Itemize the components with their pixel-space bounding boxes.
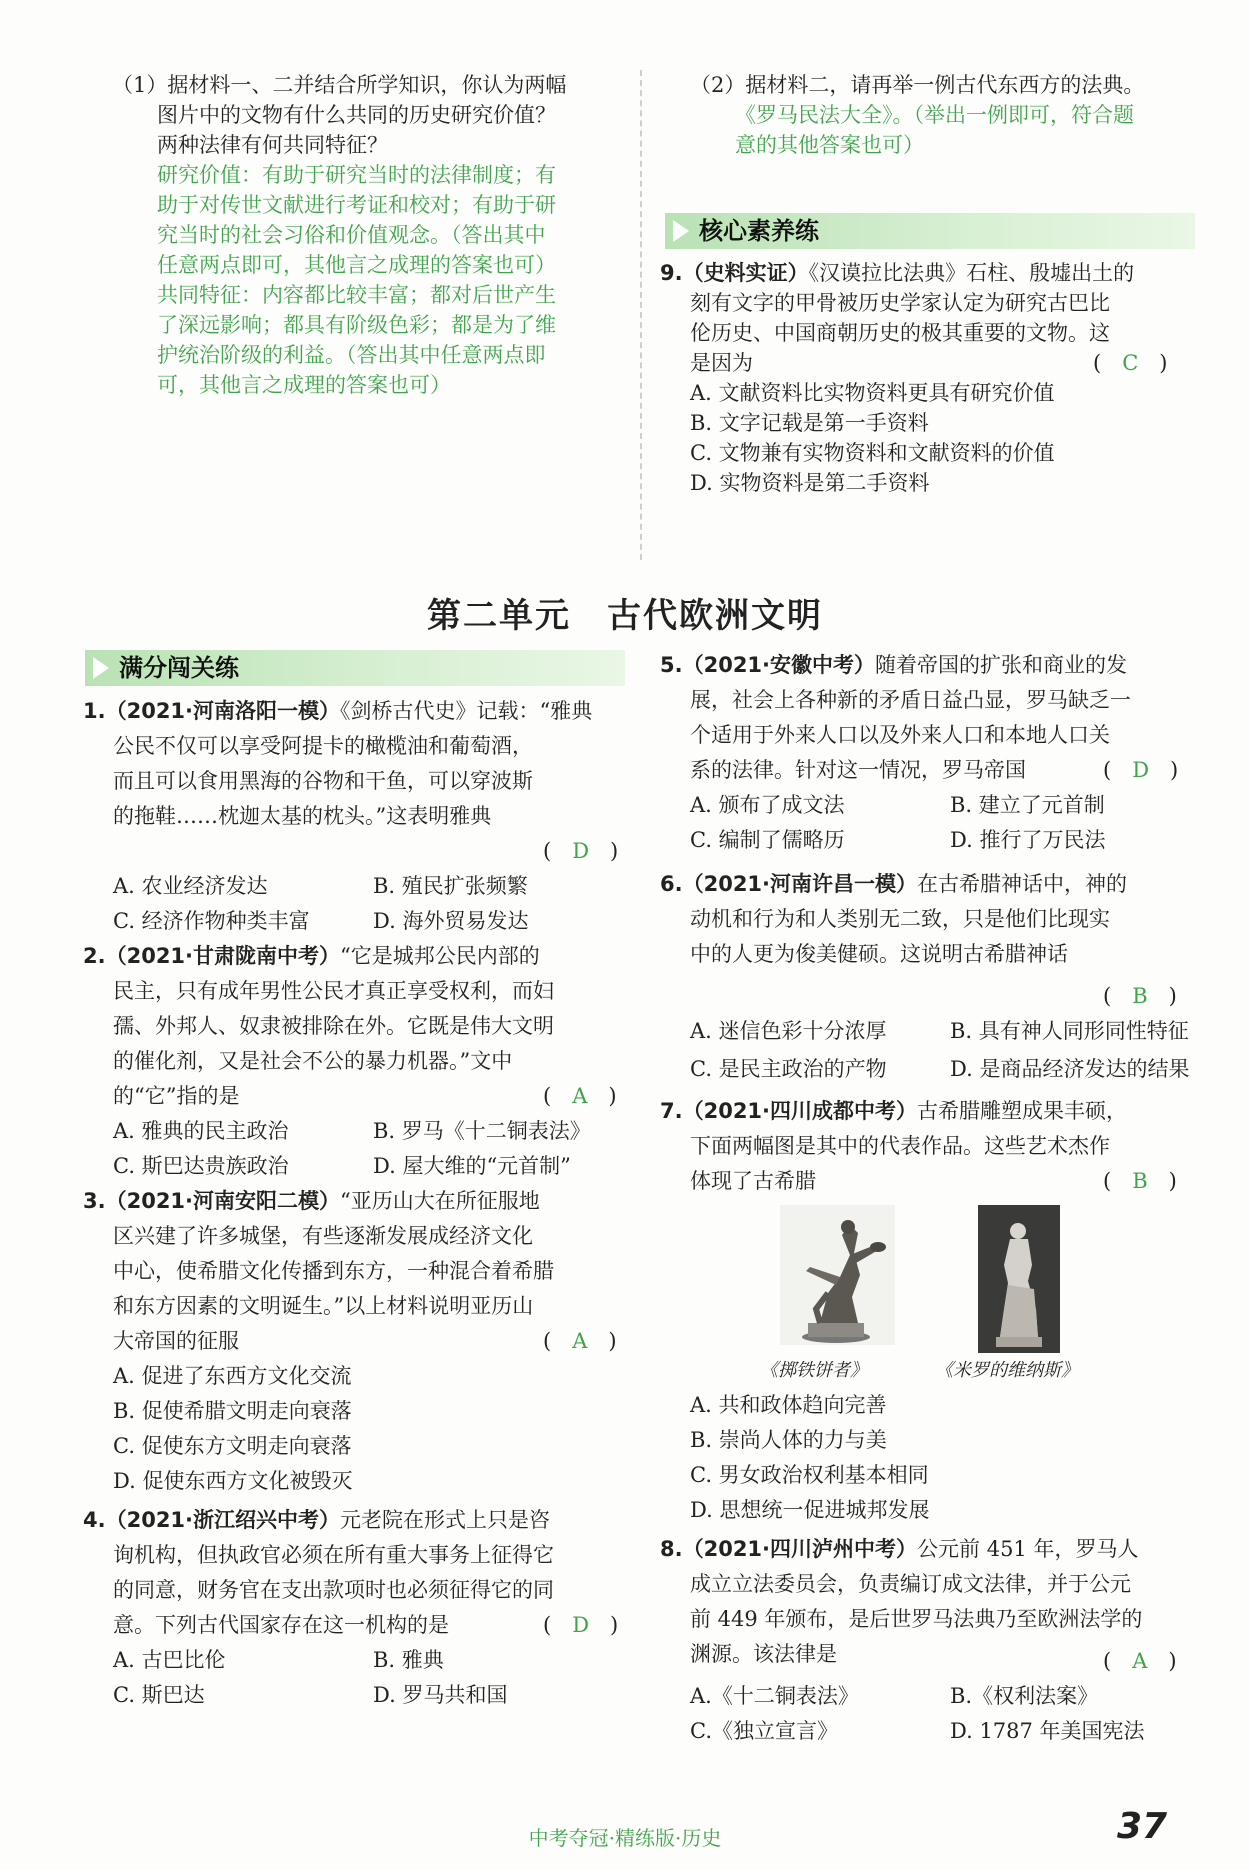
q1-tag: （2021·河南洛阳一模） bbox=[105, 699, 341, 723]
column-divider bbox=[640, 70, 642, 560]
option: D. 屋大维的“元首制” bbox=[373, 1154, 571, 1178]
q5-line: 个适用于外来人口以及外来人口和本地人口关 bbox=[690, 723, 1110, 747]
q6-answer: B bbox=[1132, 984, 1148, 1008]
q4-text: 元老院在形式上只是咨 bbox=[340, 1508, 551, 1532]
option: C. 编制了儒略历 bbox=[690, 828, 845, 852]
option: D. 思想统一促进城邦发展 bbox=[690, 1498, 930, 1522]
option: B. 崇尚人体的力与美 bbox=[690, 1428, 887, 1452]
q3-line: 区兴建了许多城堡，有些逐渐发展成经济文化 bbox=[113, 1224, 533, 1248]
option: B. 殖民扩张频繁 bbox=[373, 874, 528, 898]
q5-line: 系的法律。针对这一情况，罗马帝国 bbox=[690, 758, 1026, 782]
caption-discobolus: 《掷铁饼者》 bbox=[760, 1360, 868, 1381]
option: D. 实物资料是第二手资料 bbox=[690, 471, 930, 495]
option: B. 文字记载是第一手资料 bbox=[690, 411, 929, 435]
q3-line: 中心，使希腊文化传播到东方，一种混合着希腊 bbox=[113, 1259, 554, 1283]
answer-bracket: ( A ) bbox=[543, 1329, 617, 1353]
q9-tag: （史料实证） bbox=[682, 261, 809, 285]
q6-number: 6. bbox=[660, 872, 683, 896]
q8-line: 渊源。该法律是 bbox=[690, 1642, 837, 1666]
q9-first-line bbox=[660, 258, 1134, 288]
q8-answer: A bbox=[1132, 1649, 1148, 1673]
q7-first-line bbox=[660, 1096, 1127, 1126]
answer-bracket: ( A ) bbox=[543, 1084, 617, 1108]
q2-text: “它是城邦公民内部的 bbox=[340, 944, 540, 968]
answer-line: 护统治阶级的利益。（答出其中任意两点即 bbox=[157, 343, 546, 367]
q2-line: 的催化剂，又是社会不公的暴力机器。”文中 bbox=[113, 1049, 513, 1073]
option: B. 具有神人同形同性特征 bbox=[950, 1019, 1189, 1043]
answer-bracket: ( B ) bbox=[1103, 984, 1177, 1008]
answer-line: 意的其他答案也可） bbox=[735, 133, 924, 157]
q1-first-line bbox=[83, 696, 592, 726]
answer-line: 《罗马民法大全》。（举出一例即可，符合题 bbox=[735, 103, 1134, 127]
option: D. 是商品经济发达的结果 bbox=[950, 1057, 1190, 1081]
option: A. 雅典的民主政治 bbox=[113, 1119, 289, 1143]
q8-first-line bbox=[660, 1534, 1138, 1564]
option: A. 文献资料比实物资料更具有研究价值 bbox=[690, 381, 1055, 405]
option: C. 斯巴达 bbox=[113, 1683, 205, 1707]
answer-line: 共同特征：内容都比较丰富；都对后世产生 bbox=[157, 283, 556, 307]
option: C. 斯巴达贵族政治 bbox=[113, 1154, 289, 1178]
q8-line: 成立立法委员会，负责编订成文法律，并于公元 bbox=[690, 1572, 1131, 1596]
q9-line: 是因为 bbox=[690, 351, 753, 375]
answer-bracket: ( C ) bbox=[1093, 351, 1168, 375]
answer-line: 研究价值：有助于研究当时的法律制度；有 bbox=[157, 163, 556, 187]
q9-answer: C bbox=[1122, 351, 1139, 375]
option: D. 海外贸易发达 bbox=[373, 909, 529, 933]
option: B. 罗马《十二铜表法》 bbox=[373, 1119, 591, 1143]
option: D. 推行了万民法 bbox=[950, 828, 1106, 852]
section-banner-full-score bbox=[85, 650, 625, 686]
q1-number: 1. bbox=[83, 699, 106, 723]
answer-bracket: ( D ) bbox=[1103, 758, 1179, 782]
option: B. 雅典 bbox=[373, 1648, 444, 1672]
q8-tag: （2021·四川泸州中考） bbox=[682, 1537, 918, 1561]
option: C. 经济作物种类丰富 bbox=[113, 909, 310, 933]
caption-venus: 《米罗的维纳斯》 bbox=[935, 1360, 1079, 1381]
section-banner-core bbox=[665, 213, 1195, 249]
q-text-line: 两种法律有何共同特征？ bbox=[157, 133, 388, 157]
q2-line: 孺、外邦人、奴隶被排除在外。它既是伟大文明 bbox=[113, 1014, 554, 1038]
q1-text: 《剑桥古代史》记载：“雅典 bbox=[340, 699, 593, 723]
q8-text: 公元前 451 年，罗马人 bbox=[917, 1537, 1139, 1561]
option: A. 共和政体趋向完善 bbox=[690, 1393, 887, 1417]
footer: 中考夺冠·精练版·历史 bbox=[528, 1826, 722, 1850]
option: A. 古巴比伦 bbox=[113, 1648, 226, 1672]
answer-line: 助于对传世文献进行考证和校对；有助于研 bbox=[157, 193, 556, 217]
q5-tag: （2021·安徽中考） bbox=[682, 653, 876, 677]
option: B.《权利法案》 bbox=[950, 1684, 1099, 1708]
option: A. 颁布了成文法 bbox=[690, 793, 845, 817]
q2-tag: （2021·甘肃陇南中考） bbox=[105, 944, 341, 968]
q7-answer: B bbox=[1132, 1169, 1148, 1193]
q3-line: 和东方因素的文明诞生。”以上材料说明亚历山 bbox=[113, 1294, 534, 1318]
option: A. 农业经济发达 bbox=[113, 874, 268, 898]
option: C.《独立宣言》 bbox=[690, 1719, 838, 1743]
q5-number: 5. bbox=[660, 653, 683, 677]
q-text-line: 图片中的文物有什么共同的历史研究价值？ bbox=[157, 103, 556, 127]
q5-text: 随着帝国的扩张和商业的发 bbox=[875, 653, 1128, 677]
q7-text: 古希腊雕塑成果丰硕， bbox=[917, 1099, 1128, 1123]
option: D. 促使东西方文化被毁灭 bbox=[113, 1469, 353, 1493]
option: A. 促进了东西方文化交流 bbox=[113, 1364, 352, 1388]
q2-line: 的“它”指的是 bbox=[113, 1084, 240, 1108]
banner-label: 核心素养练 bbox=[699, 217, 819, 245]
q4-answer: D bbox=[572, 1613, 590, 1637]
q1-line: 的拖鞋……枕迦太基的枕头。”这表明雅典 bbox=[113, 804, 492, 828]
q7-tag: （2021·四川成都中考） bbox=[682, 1099, 918, 1123]
q4-line: 的同意，财务官在支出款项时也必须征得它的同 bbox=[113, 1578, 554, 1602]
answer-bracket: ( B ) bbox=[1103, 1169, 1177, 1193]
play-arrow-icon bbox=[93, 657, 109, 679]
answer-line: 了深远影响；都具有阶级色彩；都是为了维 bbox=[157, 313, 556, 337]
banner-label: 满分闯关练 bbox=[119, 654, 239, 682]
q7-number: 7. bbox=[660, 1099, 683, 1123]
option: B. 建立了元首制 bbox=[950, 793, 1105, 817]
option: A.《十二铜表法》 bbox=[690, 1684, 859, 1708]
option: D. 1787 年美国宪法 bbox=[950, 1719, 1145, 1743]
q3-answer: A bbox=[572, 1329, 588, 1353]
play-arrow-icon bbox=[673, 220, 689, 242]
q6-line: 动机和行为和人类别无二致，只是他们比现实 bbox=[690, 907, 1110, 931]
q6-line: 中的人更为俊美健硕。这说明古希腊神话 bbox=[690, 942, 1068, 966]
q5-first-line bbox=[660, 650, 1127, 680]
q4-number: 4. bbox=[83, 1508, 106, 1532]
q3-first-line bbox=[83, 1186, 540, 1216]
q4-tag: （2021·浙江绍兴中考） bbox=[105, 1508, 341, 1532]
q4-line: 意。下列古代国家存在这一机构的是 bbox=[113, 1613, 449, 1637]
q2-answer: A bbox=[572, 1084, 588, 1108]
q1-line: 公民不仅可以享受阿提卡的橄榄油和葡萄酒， bbox=[113, 734, 533, 758]
option: D. 罗马共和国 bbox=[373, 1683, 508, 1707]
q9-text: 《汉谟拉比法典》石柱、殷墟出土的 bbox=[808, 261, 1135, 285]
option: C. 男女政治权利基本相同 bbox=[690, 1463, 929, 1487]
answer-line: 任意两点即可，其他言之成理的答案也可） bbox=[157, 253, 556, 277]
answer-bracket: ( D ) bbox=[543, 1613, 619, 1637]
option: C. 文物兼有实物资料和文献资料的价值 bbox=[690, 441, 1055, 465]
q4-line: 询机构，但执政官必须在所有重大事务上征得它 bbox=[113, 1543, 554, 1567]
option: C. 促使东方文明走向衰落 bbox=[113, 1434, 352, 1458]
q3-number: 3. bbox=[83, 1189, 106, 1213]
unit-title: 第二单元 古代欧洲文明 bbox=[427, 596, 823, 636]
answer-bracket: ( A ) bbox=[1103, 1649, 1177, 1673]
q8-number: 8. bbox=[660, 1537, 683, 1561]
venus-de-milo-statue-image bbox=[978, 1205, 1060, 1353]
q9-number: 9. bbox=[660, 261, 683, 285]
q9-line: 伦历史、中国商朝历史的极其重要的文物。这 bbox=[690, 321, 1110, 345]
q3-tag: （2021·河南安阳二模） bbox=[105, 1189, 341, 1213]
q7-line: 体现了古希腊 bbox=[690, 1169, 816, 1193]
q2-first-line bbox=[83, 941, 540, 971]
q8-line: 前 449 年颁布，是后世罗马法典乃至欧洲法学的 bbox=[690, 1607, 1143, 1631]
q4-first-line bbox=[83, 1505, 550, 1535]
q1-answer: D bbox=[572, 839, 590, 863]
q6-text: 在古希腊神话中，神的 bbox=[917, 872, 1128, 896]
discobolus-statue-image bbox=[780, 1205, 895, 1345]
q6-tag: （2021·河南许昌一模） bbox=[682, 872, 918, 896]
q3-text: “亚历山大在所征服地 bbox=[340, 1189, 540, 1213]
option: C. 是民主政治的产物 bbox=[690, 1057, 887, 1081]
q2-number: 2. bbox=[83, 944, 106, 968]
q2-line: 民主，只有成年男性公民才真正享受权利，而妇 bbox=[113, 979, 554, 1003]
answer-line: 究当时的社会习俗和价值观念。（答出其中 bbox=[157, 223, 546, 247]
q-text-line: （1）据材料一、二并结合所学知识，你认为两幅 bbox=[112, 73, 567, 97]
q1-line: 而且可以食用黑海的谷物和干鱼，可以穿波斯 bbox=[113, 769, 533, 793]
q9-line: 刻有文字的甲骨被历史学家认定为研究古巴比 bbox=[690, 291, 1110, 315]
q5-line: 展，社会上各种新的矛盾日益凸显，罗马缺乏一 bbox=[690, 688, 1131, 712]
q5-answer: D bbox=[1132, 758, 1150, 782]
option: A. 迷信色彩十分浓厚 bbox=[690, 1019, 887, 1043]
answer-line: 可，其他言之成理的答案也可） bbox=[157, 373, 451, 397]
q7-line: 下面两幅图是其中的代表作品。这些艺术杰作 bbox=[690, 1134, 1110, 1158]
answer-bracket: ( D ) bbox=[543, 839, 619, 863]
q6-first-line bbox=[660, 869, 1127, 899]
option: B. 促使希腊文明走向衰落 bbox=[113, 1399, 352, 1423]
q3-line: 大帝国的征服 bbox=[113, 1329, 239, 1353]
page-number: 37 bbox=[1117, 1806, 1168, 1847]
q2-text: （2）据材料二，请再举一例古代东西方的法典。 bbox=[690, 73, 1145, 97]
